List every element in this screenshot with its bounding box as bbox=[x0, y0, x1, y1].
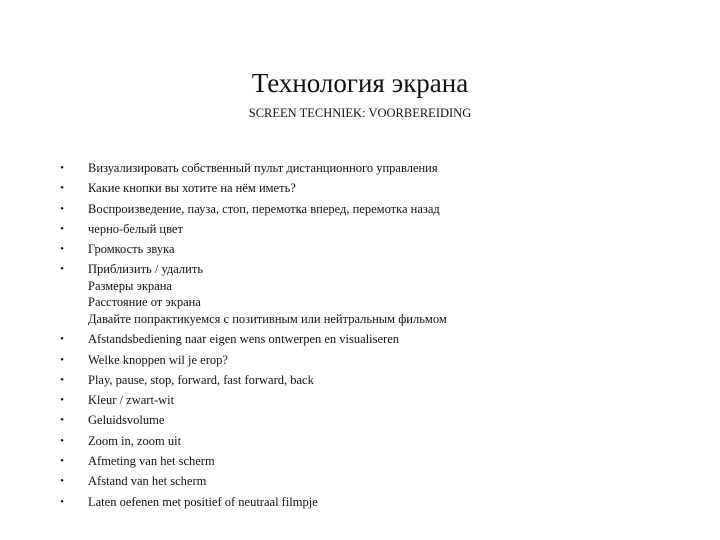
bullet-text: Расстояние от экрана bbox=[88, 295, 201, 310]
slide-title: Технология экрана bbox=[251, 68, 469, 98]
bullet-dot-icon: • bbox=[60, 243, 64, 256]
bullet-text: Воспроизведение, пауза, стоп, перемотка вперед, перемотка назад bbox=[88, 201, 440, 216]
bullet-item bbox=[57, 412, 697, 429]
bullet-text: Play, pause, stop, forward, fast forward, back bbox=[88, 372, 314, 387]
bullet-dot-icon: • bbox=[60, 475, 64, 488]
bullet-text: Давайте попрактикуемся с позитивным или нейтральным фильмом bbox=[88, 311, 447, 326]
bullet-text: Afmeting van het scherm bbox=[88, 454, 215, 469]
bullet-item bbox=[57, 201, 697, 218]
bullet-text: Размеры экрана bbox=[88, 278, 172, 293]
bullet-item bbox=[57, 372, 697, 389]
bullet-item bbox=[57, 160, 697, 177]
bullet-text: Laten oefenen met positief of neutraal filmpje bbox=[88, 494, 318, 509]
bullet-dot-icon: • bbox=[60, 455, 64, 468]
bullet-item bbox=[57, 433, 697, 450]
bullet-item bbox=[57, 221, 697, 238]
bullet-item bbox=[57, 453, 697, 470]
bullet-text: черно-белый цвет bbox=[88, 221, 183, 236]
bullet-item bbox=[57, 180, 697, 197]
bullet-dot-icon: • bbox=[60, 373, 64, 386]
bullet-dot-icon: • bbox=[60, 495, 64, 508]
bullet-item bbox=[57, 331, 697, 348]
bullet-item bbox=[57, 473, 697, 490]
bullet-dot-icon: • bbox=[60, 394, 64, 407]
bullet-item bbox=[57, 352, 697, 369]
bullet-item bbox=[57, 241, 697, 258]
bullet-dot-icon: • bbox=[60, 434, 64, 447]
bullet-list bbox=[57, 160, 697, 514]
bullet-text: Welke knoppen wil je erop? bbox=[88, 352, 228, 367]
bullet-text: Громкость звука bbox=[88, 242, 175, 257]
bullet-dot-icon: • bbox=[60, 222, 64, 235]
slide-subtitle: SCREEN TECHNIEK: VOORBEREIDING bbox=[248, 106, 472, 120]
bullet-text: Какие кнопки вы хотите на нём иметь? bbox=[88, 181, 296, 196]
bullet-text: Afstandsbediening naar eigen wens ontwerpen en visualiseren bbox=[88, 332, 400, 347]
bullet-dot-icon: • bbox=[60, 414, 64, 427]
bullet-dot-icon: • bbox=[60, 182, 64, 195]
bullet-dot-icon: • bbox=[60, 333, 64, 346]
bullet-item bbox=[57, 261, 697, 327]
bullet-text: Визуализировать собственный пульт дистанционного управления bbox=[88, 161, 438, 175]
bullet-dot-icon: • bbox=[60, 263, 64, 276]
bullet-dot-icon: • bbox=[60, 202, 64, 215]
bullet-dot-icon: • bbox=[60, 353, 64, 366]
bullet-item bbox=[57, 392, 697, 409]
bullet-dot-icon: • bbox=[60, 162, 64, 174]
bullet-item bbox=[57, 494, 697, 511]
bullet-text: Приблизить / удалить bbox=[88, 262, 204, 277]
bullet-text: Geluidsvolume bbox=[88, 413, 165, 428]
bullet-text: Afstand van het scherm bbox=[88, 474, 207, 489]
bullet-text: Zoom in, zoom uit bbox=[88, 433, 182, 448]
bullet-text: Kleur / zwart-wit bbox=[88, 393, 175, 408]
